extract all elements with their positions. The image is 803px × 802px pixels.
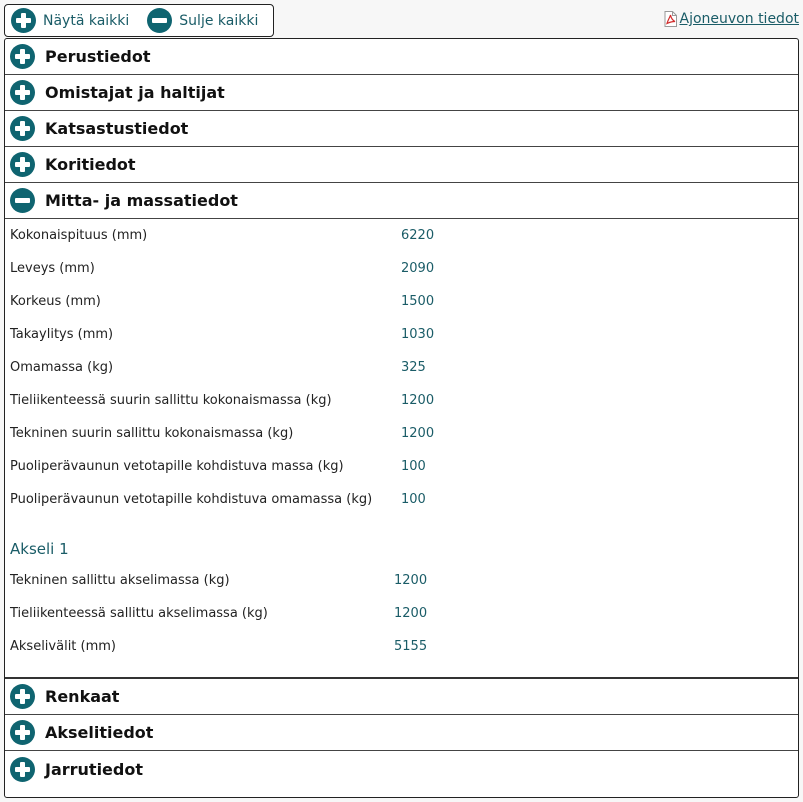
row-value: 325: [401, 360, 426, 375]
minus-circle-icon: [10, 188, 35, 213]
row-label: Tekninen suurin sallittu kokonaismassa (kg): [10, 426, 294, 441]
row-value: 2090: [401, 261, 435, 276]
row-value: 1200: [394, 573, 428, 588]
row-value: 100: [401, 459, 426, 474]
axle-row: [5, 597, 798, 630]
row-value: 1200: [401, 393, 435, 408]
accordion-panel: [4, 38, 799, 798]
plus-circle-icon: [11, 8, 36, 33]
section-title: Jarrutiedot: [45, 759, 143, 779]
dimension-row: [5, 450, 798, 483]
dimension-list: [5, 219, 798, 516]
row-label: Tieliikenteessä sallittu akselimassa (kg): [10, 606, 268, 621]
row-label: Tieliikenteessä suurin sallittu kokonaismassa (kg): [10, 393, 332, 408]
row-label: Kokonaispituus (mm): [10, 228, 148, 243]
plus-circle-icon: [10, 80, 35, 105]
axle-subheading: Akseli 1: [10, 540, 69, 558]
section-body-mitta-massatiedot: [5, 219, 798, 679]
row-value: 5155: [394, 639, 428, 654]
axle-row: [5, 630, 798, 663]
axle-list: [5, 564, 798, 663]
expand-collapse-toolbar: [4, 4, 274, 37]
plus-circle-icon: [10, 720, 35, 745]
row-label: Tekninen sallittu akselimassa (kg): [10, 573, 230, 588]
row-label: Puoliperävaunun vetotapille kohdistuva omamassa (kg): [10, 492, 373, 507]
show-all-label: Näytä kaikki: [43, 12, 130, 29]
dimension-row: [5, 219, 798, 252]
plus-circle-icon: [10, 44, 35, 69]
close-all-label: Sulje kaikki: [179, 12, 259, 29]
section-title: Katsastustiedot: [45, 119, 189, 138]
section-title: Koritiedot: [45, 155, 136, 174]
row-label: Takaylitys (mm): [10, 327, 114, 342]
section-header-omistajat[interactable]: [5, 75, 798, 111]
show-all-button[interactable]: [11, 5, 129, 36]
minus-circle-icon: [147, 8, 172, 33]
section-title: Omistajat ja haltijat: [45, 83, 225, 102]
section-header-renkaat[interactable]: [5, 679, 798, 715]
vehicle-info-pdf-link[interactable]: [664, 11, 800, 27]
row-value: 1200: [394, 606, 428, 621]
row-label: Akselivälit (mm): [10, 639, 116, 654]
section-title: Akselitiedot: [45, 723, 154, 742]
dimension-row: [5, 417, 798, 450]
row-value: 100: [401, 492, 426, 507]
dimension-row: [5, 483, 798, 516]
section-header-jarrutiedot[interactable]: [5, 751, 798, 787]
dimension-row: [5, 252, 798, 285]
close-all-button[interactable]: [147, 5, 258, 36]
row-label: Puoliperävaunun vetotapille kohdistuva massa (kg): [10, 459, 344, 474]
row-label: Omamassa (kg): [10, 360, 114, 375]
section-header-koritiedot[interactable]: [5, 147, 798, 183]
plus-circle-icon: [10, 152, 35, 177]
plus-circle-icon: [10, 757, 35, 782]
section-header-katsastustiedot[interactable]: [5, 111, 798, 147]
row-label: Korkeus (mm): [10, 294, 101, 309]
row-label: Leveys (mm): [10, 261, 95, 276]
pdf-file-icon: [664, 11, 677, 27]
section-title: Perustiedot: [45, 47, 151, 66]
pdf-link-label: Ajoneuvon tiedot: [679, 11, 799, 27]
section-title: Renkaat: [45, 687, 120, 706]
dimension-row: [5, 285, 798, 318]
section-header-perustiedot[interactable]: [5, 39, 798, 75]
dimension-row: [5, 384, 798, 417]
row-value: 1030: [401, 327, 435, 342]
row-value: 6220: [401, 228, 435, 243]
axle-row: [5, 564, 798, 597]
dimension-row: [5, 318, 798, 351]
dimension-row: [5, 351, 798, 384]
section-header-mitta-massatiedot[interactable]: [5, 183, 798, 219]
row-value: 1500: [401, 294, 435, 309]
row-value: 1200: [401, 426, 435, 441]
plus-circle-icon: [10, 116, 35, 141]
section-title: Mitta- ja massatiedot: [45, 191, 238, 210]
section-header-akselitiedot[interactable]: [5, 715, 798, 751]
plus-circle-icon: [10, 684, 35, 709]
